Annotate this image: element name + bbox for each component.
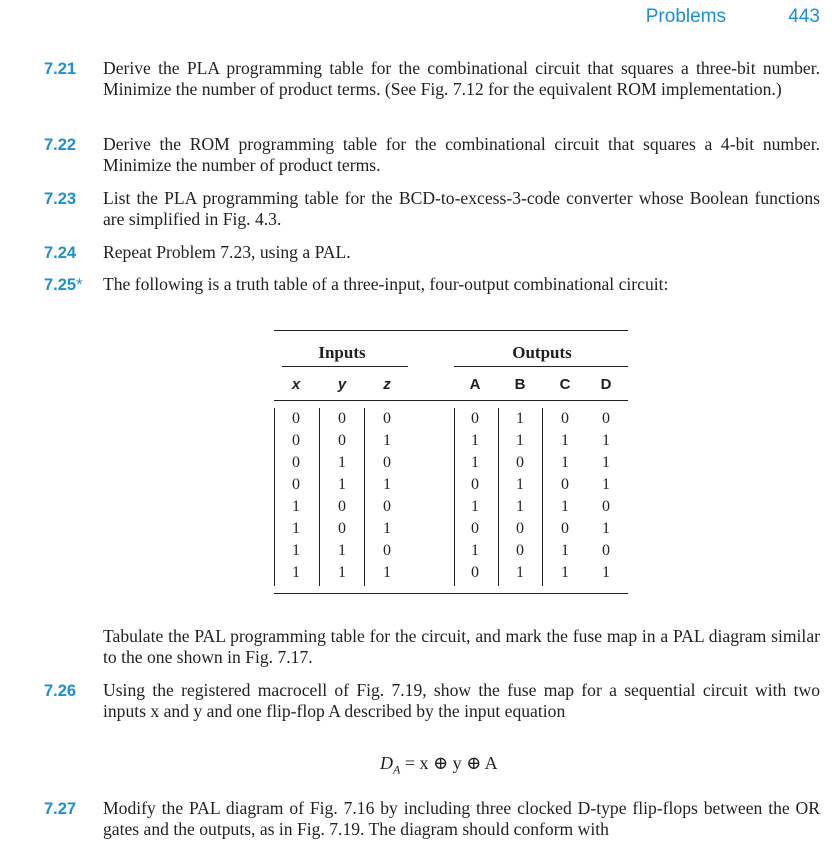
table-cell-y: 0: [338, 432, 346, 449]
table-cell-D: 0: [602, 498, 610, 515]
problem-7-23: [44, 188, 820, 230]
table-cell-A: 0: [471, 410, 479, 427]
outputs-group-header: Outputs: [512, 343, 572, 362]
problem-text: Modify the PAL diagram of Fig. 7.16 by including three clocked D-type flip-flops between the OR gates and the outputs, as in Fig. 7.19. The diagram should conform with: [103, 798, 820, 839]
table-cell-B: 0: [516, 520, 524, 537]
table-cell-y: 0: [338, 410, 346, 427]
header-rule: [274, 400, 628, 401]
column-divider: [274, 408, 275, 586]
problem-number: 7.21: [44, 60, 77, 78]
inputs-group-header: Inputs: [318, 343, 366, 362]
table-cell-z: 0: [383, 498, 391, 515]
table-cell-A: 1: [471, 498, 479, 515]
col-header-B: B: [514, 376, 526, 393]
table-cell-C: 0: [561, 476, 569, 493]
col-header-A: A: [469, 376, 481, 393]
table-cell-B: 0: [516, 454, 524, 471]
col-header-x: x: [291, 376, 301, 393]
table-cell-x: 1: [292, 564, 300, 581]
problem-number: 7.23: [44, 190, 77, 208]
table-cell-C: 1: [561, 498, 569, 515]
table-cell-D: 1: [602, 520, 610, 537]
table-cell-D: 0: [602, 410, 610, 427]
table-cell-z: 1: [383, 476, 391, 493]
table-cell-B: 1: [516, 432, 524, 449]
table-cell-z: 0: [383, 410, 391, 427]
table-cell-z: 0: [383, 454, 391, 471]
problem-7-25-followup: [44, 626, 820, 668]
table-cell-x: 0: [292, 432, 300, 449]
table-cell-C: 1: [561, 432, 569, 449]
starred-marker: *: [76, 276, 83, 294]
problem-text: The following is a truth table of a three-input, four-output combinational circuit:: [103, 274, 669, 294]
table-cell-B: 1: [516, 476, 524, 493]
problem-number: 7.22: [44, 136, 77, 154]
table-cell-z: 1: [383, 520, 391, 537]
problem-number: 7.26: [44, 682, 77, 700]
equation-lhs-subscript: A: [393, 762, 401, 777]
table-cell-z: 0: [383, 542, 391, 559]
table-cell-y: 1: [338, 476, 346, 493]
table-cell-C: 0: [561, 520, 569, 537]
table-cell-B: 0: [516, 542, 524, 559]
table-cell-y: 1: [338, 454, 346, 471]
table-cell-C: 1: [561, 542, 569, 559]
table-cell-y: 0: [338, 498, 346, 515]
problem-number: 7.27: [44, 800, 77, 818]
col-header-D: D: [600, 376, 612, 393]
table-cell-x: 1: [292, 498, 300, 515]
table-cell-x: 0: [292, 476, 300, 493]
table-cell-A: 0: [471, 476, 479, 493]
table-cell-A: 0: [471, 564, 479, 581]
column-divider: [319, 408, 320, 586]
table-cell-D: 1: [602, 564, 610, 581]
problem-number: 7.25*: [44, 276, 83, 294]
table-cell-z: 1: [383, 432, 391, 449]
problem-7-27: [44, 798, 820, 840]
table-cell-x: 0: [292, 410, 300, 427]
truth-table: [274, 330, 628, 596]
problem-7-22: [44, 134, 820, 176]
problem-text: Tabulate the PAL programming table for the circuit, and mark the fuse map in a PAL diagram similar to the one shown in Fig. 7.17.: [103, 626, 820, 667]
table-cell-z: 1: [383, 564, 391, 581]
table-cell-x: 0: [292, 454, 300, 471]
input-equation: [380, 753, 498, 778]
table-cell-D: 0: [602, 542, 610, 559]
column-divider: [364, 408, 365, 586]
table-cell-A: 1: [471, 454, 479, 471]
outputs-group-rule: [454, 366, 628, 367]
table-cell-C: 1: [561, 564, 569, 581]
table-cell-A: 1: [471, 432, 479, 449]
table-cell-C: 0: [561, 410, 569, 427]
table-cell-B: 1: [516, 564, 524, 581]
problem-text: List the PLA programming table for the BCD-to-excess-3-code converter whose Boolean functions are simplified in Fig. 4.3.: [103, 188, 820, 229]
column-divider: [498, 408, 499, 586]
table-cell-A: 1: [471, 542, 479, 559]
equation-lhs: D: [380, 753, 393, 773]
table-cell-B: 1: [516, 498, 524, 515]
col-header-C: C: [559, 376, 571, 393]
col-header-z: z: [383, 376, 391, 393]
problem-text: Derive the ROM programming table for the combinational circuit that squares a 4-bit number. Minimize the number of product terms.: [103, 134, 820, 175]
column-divider: [542, 408, 543, 586]
table-cell-y: 1: [338, 542, 346, 559]
problem-text: Derive the PLA programming table for the combinational circuit that squares a three-bit number. Minimize the number of product terms. (See Fig. 7.12 for the equivalent ROM implementation.): [103, 58, 820, 99]
table-cell-y: 1: [338, 564, 346, 581]
page-number: 443: [788, 6, 820, 27]
problem-7-25: [44, 274, 820, 295]
table-cell-D: 1: [602, 432, 610, 449]
table-top-rule: [274, 330, 628, 331]
table-cell-D: 1: [602, 454, 610, 471]
table-cell-D: 1: [602, 476, 610, 493]
column-divider: [454, 408, 455, 586]
running-head: Problems: [645, 6, 726, 27]
table-cell-A: 0: [471, 520, 479, 537]
table-cell-B: 1: [516, 410, 524, 427]
inputs-group-rule: [282, 366, 408, 367]
table-cell-y: 0: [338, 520, 346, 537]
equation-rhs: = x ⊕ y ⊕ A: [404, 753, 498, 773]
table-cell-C: 1: [561, 454, 569, 471]
problem-text: Using the registered macrocell of Fig. 7.19, show the fuse map for a sequential circuit with two inputs x and y and one flip-flop A described by the input equation: [103, 680, 820, 721]
problem-7-26: [44, 680, 820, 722]
table-bottom-rule: [274, 593, 628, 594]
col-header-y: y: [337, 376, 347, 393]
problem-7-21: [44, 58, 820, 100]
problem-7-24: [44, 242, 820, 263]
problem-number: 7.24: [44, 244, 77, 262]
table-cell-x: 1: [292, 542, 300, 559]
table-cell-x: 1: [292, 520, 300, 537]
problem-text: Repeat Problem 7.23, using a PAL.: [103, 242, 351, 262]
